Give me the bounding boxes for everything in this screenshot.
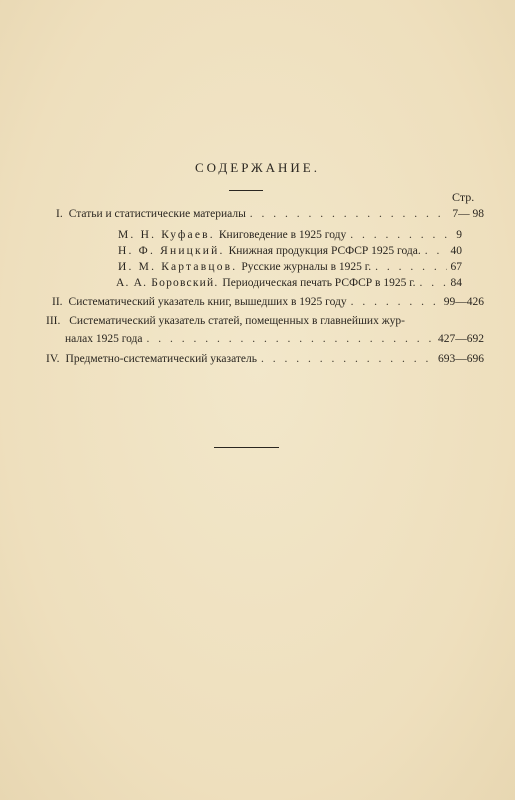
subentry-author: М. Н. Куфаев. xyxy=(118,229,215,241)
entry-title-line2: налах 1925 года xyxy=(65,333,143,345)
subentry-pages: 9 xyxy=(456,229,462,241)
entry-title-line1: Систематический указатель статей, помещенных в главнейших жур- xyxy=(69,315,405,327)
subentry-author: Н. Ф. Яницкий. xyxy=(118,245,225,257)
toc-entry-3-line1 xyxy=(46,315,405,327)
dot-leader xyxy=(425,245,447,257)
entry-title: Статьи и статистические материалы xyxy=(68,208,246,220)
toc-entry-3-line2 xyxy=(65,333,484,345)
subentry-pages: 40 xyxy=(450,245,462,257)
subentry-author: А. А. Боровский. xyxy=(116,277,219,289)
entry-pages: 99—426 xyxy=(443,296,484,308)
subentry-title: Русские журналы в 1925 г. xyxy=(241,261,372,273)
entry-title: Систематический указатель книг, вышедших в 1925 году xyxy=(68,296,347,308)
entry-number: I. xyxy=(56,208,63,220)
dot-leader xyxy=(351,296,440,308)
entry-title: Предметно-систематический указатель xyxy=(65,353,257,365)
dot-leader xyxy=(147,333,434,345)
entry-pages: 427—692 xyxy=(438,333,484,345)
entry-number: III. xyxy=(46,315,61,327)
toc-entry-2 xyxy=(52,296,484,308)
dot-leader xyxy=(420,277,447,289)
subentry-pages: 84 xyxy=(450,277,462,289)
subentry-pages: 67 xyxy=(450,261,462,273)
subentry-title: Периодическая печать РСФСР в 1925 г. xyxy=(222,277,416,289)
toc-subentry-1 xyxy=(118,229,462,241)
dot-leader xyxy=(375,261,446,273)
heading-rule xyxy=(229,190,263,191)
subentry-author: И. М. Картавцов. xyxy=(118,261,238,273)
subentry-title: Книжная продукция РСФСР 1925 года. xyxy=(228,245,421,257)
entry-pages: 7— 98 xyxy=(452,208,484,220)
toc-subentry-2 xyxy=(118,245,462,257)
entry-pages: 693—696 xyxy=(438,353,484,365)
dot-leader xyxy=(350,229,452,241)
toc-entry-4 xyxy=(46,353,484,365)
toc-entry-1 xyxy=(56,208,484,220)
contents-heading: СОДЕРЖАНИЕ. xyxy=(195,160,320,175)
pages-column-header: Стр. xyxy=(452,190,475,204)
toc-subentry-3 xyxy=(118,261,462,273)
closing-rule xyxy=(214,447,279,448)
entry-number: II. xyxy=(52,296,63,308)
entry-number: IV. xyxy=(46,353,60,365)
dot-leader xyxy=(250,208,449,220)
dot-leader xyxy=(261,353,434,365)
toc-subentry-4 xyxy=(116,277,462,289)
subentry-title: Книговедение в 1925 году xyxy=(218,229,347,241)
